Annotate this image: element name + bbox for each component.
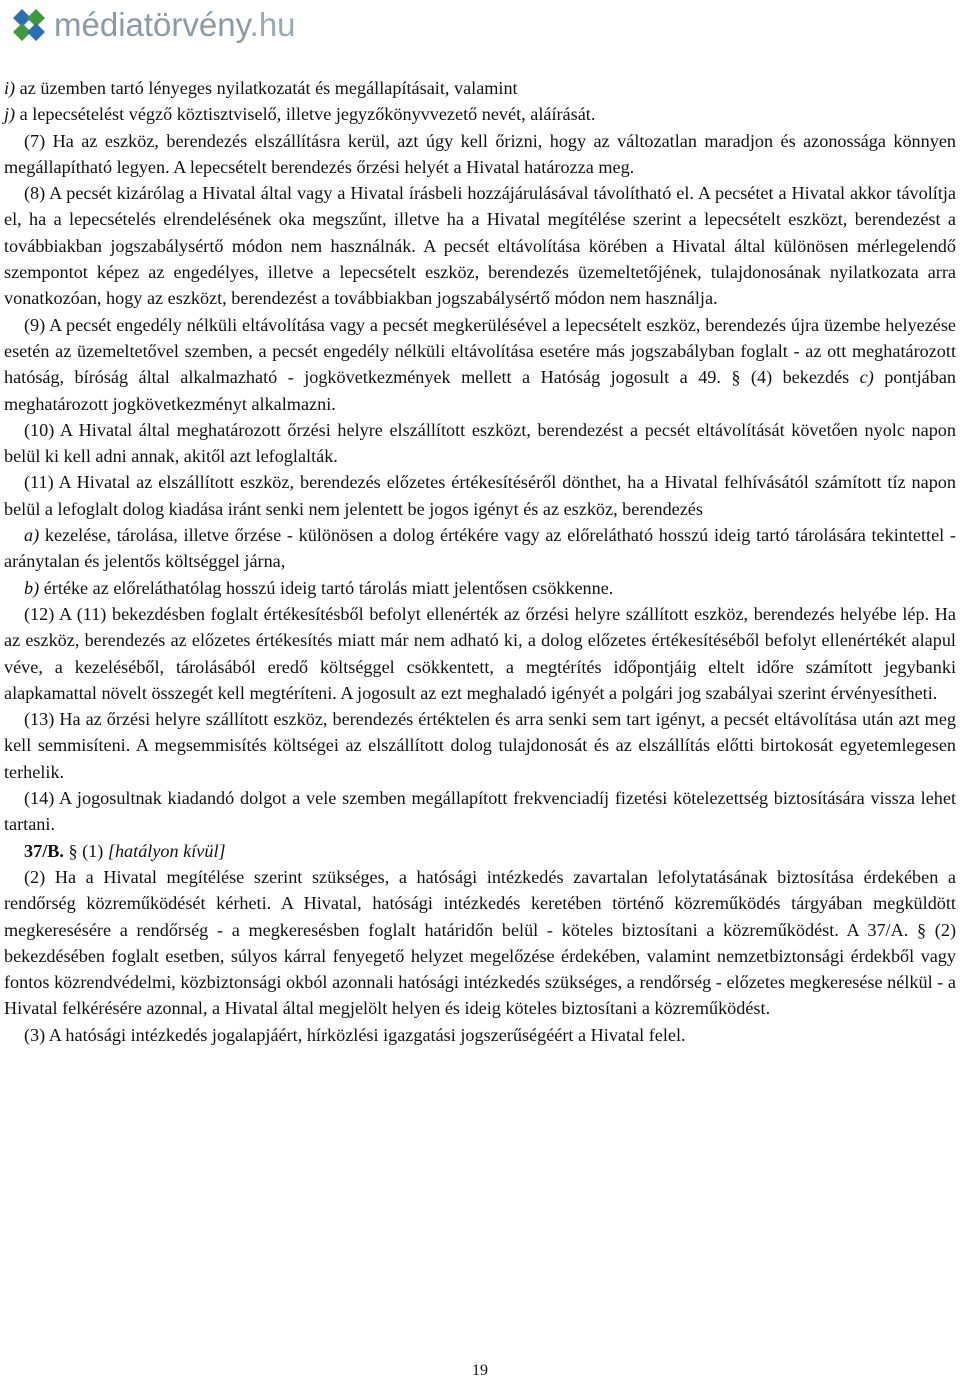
paragraph-9: [4, 312, 956, 417]
section-37b-repealed: [hatályon kívül]: [107, 840, 226, 861]
logo-wordmark: [54, 8, 296, 42]
paragraph-11-b: [4, 575, 956, 601]
item-label-a: a): [24, 525, 40, 546]
paragraph-11-a: [4, 522, 956, 575]
paragraph-13: (13) Ha az őrzési helyre szállított eszköz, berendezés értéktelen és arra senki sem tart igényt, a pecsét eltávolítása után azt meg kell semmisíteni. A megsemmisítés költségei az elszállított dolog tulajdonosát és az elszállítás előtti birtokosát egyetemlegesen terhelik.: [4, 709, 956, 782]
site-logo[interactable]: [12, 8, 296, 42]
paragraph-i: [4, 75, 956, 101]
paragraph-9-text-b: pontjában meghatározott jogkövetkezményt alkalmazni.: [4, 367, 956, 414]
section-37b-heading: [4, 838, 956, 864]
item-label-j: j): [4, 104, 16, 125]
section-37b-paragraph-2: (2) Ha a Hivatal megítélése szerint szükséges, a hatósági intézkedés zavartalan lefolytatásának biztosítása érdekében a rendőrség közreműködését kérheti. A Hivatal, hatósági intézkedés keretében történő közreműködés tárgyában megküldött megkeresésére a rendőrség - a megkeresésben foglalt határidőn belül - köteles biztosítani a közreműködést. A 37/A. § (2) bekezdésében foglalt esetben, súlyos kárral fenyegető helyzet megelőzése érdekében, valamint nemzetbiztonsági érdekből vagy fontos közrendvédelmi, közbiztonsági okból azonnali hatósági intézkedés szükséges, a rendőrség - előzetes megkeresése nélkül - a Hivatal felkérésére azonnal, a Hivatal által megjelölt helyen és ideig köteles biztosítani a közreműködést.: [4, 866, 956, 1019]
paragraph-9-point: c): [859, 367, 874, 388]
paragraph-j-text: a lepecsételést végző köztisztviselő, illetve jegyzőkönyvvezető nevét, aláírását.: [15, 104, 596, 125]
logo-tld: .hu: [249, 6, 296, 43]
page-number: 19: [472, 1362, 488, 1379]
diamond-logo-icon: [12, 8, 46, 42]
section-37b-mid: § (1): [63, 840, 108, 861]
item-label-b: b): [24, 577, 40, 598]
paragraph-14: (14) A jogosultnak kiadandó dolgot a vele szemben megállapított frekvenciadíj fizetési kötelezettség biztosítására vissza lehet tartani.: [4, 788, 956, 835]
item-label-i: i): [4, 78, 16, 98]
paragraph-j: [4, 101, 956, 127]
paragraph-i-text: az üzemben tartó lényeges nyilatkozatát és megállapításait, valamint: [15, 78, 518, 98]
paragraph-11-a-text: kezelése, tárolása, illetve őrzése - különösen a dolog értékére vagy az előrelátható hosszú ideig tartó tárolására tekintettel - aránytalan és jelentős költséggel járna,: [4, 525, 956, 572]
document-body: [4, 75, 956, 1048]
paragraph-11: (11) A Hivatal az elszállított eszköz, berendezés előzetes értékesítéséről dönthet, ha a Hivatal felhívásától számított tíz napon belül a lefoglalt dolog kiadása iránt senki nem jelentett be jogos igényt és az eszköz, berendezés: [4, 472, 956, 519]
paragraph-12: (12) A (11) bekezdésben foglalt értékesítésből befolyt ellenérték az őrzési helyre szállított eszköz, berendezés helyébe lép. Ha az eszköz, berendezés az előzetes értékesítés miatt már nem adható ki, a dolog előzetes értékesítéséből befolyt ellenértékét alapul véve, a kezeléséből, tárolásából eredő költséggel csökkentett, a megtérítés időpontjáig eltelt időre számított jegybanki alapkamattal növelt összegét kell megtéríteni. A jogosult az ezt meghaladó igényét a polgári jog szabályai szerint érvényesítheti.: [4, 603, 956, 703]
section-37b-paragraph-3: (3) A hatósági intézkedés jogalapjáért, hírközlési igazgatási jogszerűségéért a Hivatal felel.: [24, 1024, 686, 1045]
paragraph-8: (8) A pecsét kizárólag a Hivatal által vagy a Hivatal írásbeli hozzájárulásával távolítható el. A pecsétet a Hivatal akkor távolítja el, ha a lepecsételés elrendelésének oka megszűnt, illetve ha a Hivatal megítélése szerint a lepecsételt eszközt, berendezést a továbbiakban jogszabálysértő módon nem használnák. A pecsét eltávolítása körében a Hivatal által különösen mérlegelendő szempontot képez az engedélyes, illetve a lepecsételt eszköz, berendezés üzemeltetőjének, tulajdonosának nyilatkozata arra vonatkozóan, hogy az eszközt, berendezést a továbbiakban jogszabálysértő módon nem használja.: [4, 183, 956, 309]
paragraph-11-b-text: értéke az előreláthatólag hosszú ideig tartó tárolás miatt jelentősen csökkenne.: [39, 577, 614, 598]
section-37b-number: 37/B.: [24, 840, 64, 861]
logo-name: médiatörvény: [54, 6, 250, 43]
paragraph-7: (7) Ha az eszköz, berendezés elszállításra kerül, azt úgy kell őrizni, hogy az változatlan maradjon és azonossága könnyen megállapítható legyen. A lepecsételt berendezés őrzési helyét a Hivatal határozza meg.: [4, 130, 956, 177]
paragraph-10: (10) A Hivatal által meghatározott őrzési helyre elszállított eszközt, berendezést a pecsét eltávolítását követően nyolc napon belül ki kell adni annak, akitől azt lefoglalták.: [4, 419, 956, 467]
paragraph-9-text-a: (9) A pecsét engedély nélküli eltávolítása vagy a pecsét megkerülésével a lepecsételt eszköz, berendezés újra üzembe helyezése esetén az üzemeltetővel szemben, a pecsét engedély nélküli eltávolítása esetére más jogszabályban foglalt - az ott meghatározott hatóság, bíróság által alkalmazható - jogkövetkezmények mellett a Hatóság jogosult a 49. § (4) bekezdés: [4, 314, 956, 388]
